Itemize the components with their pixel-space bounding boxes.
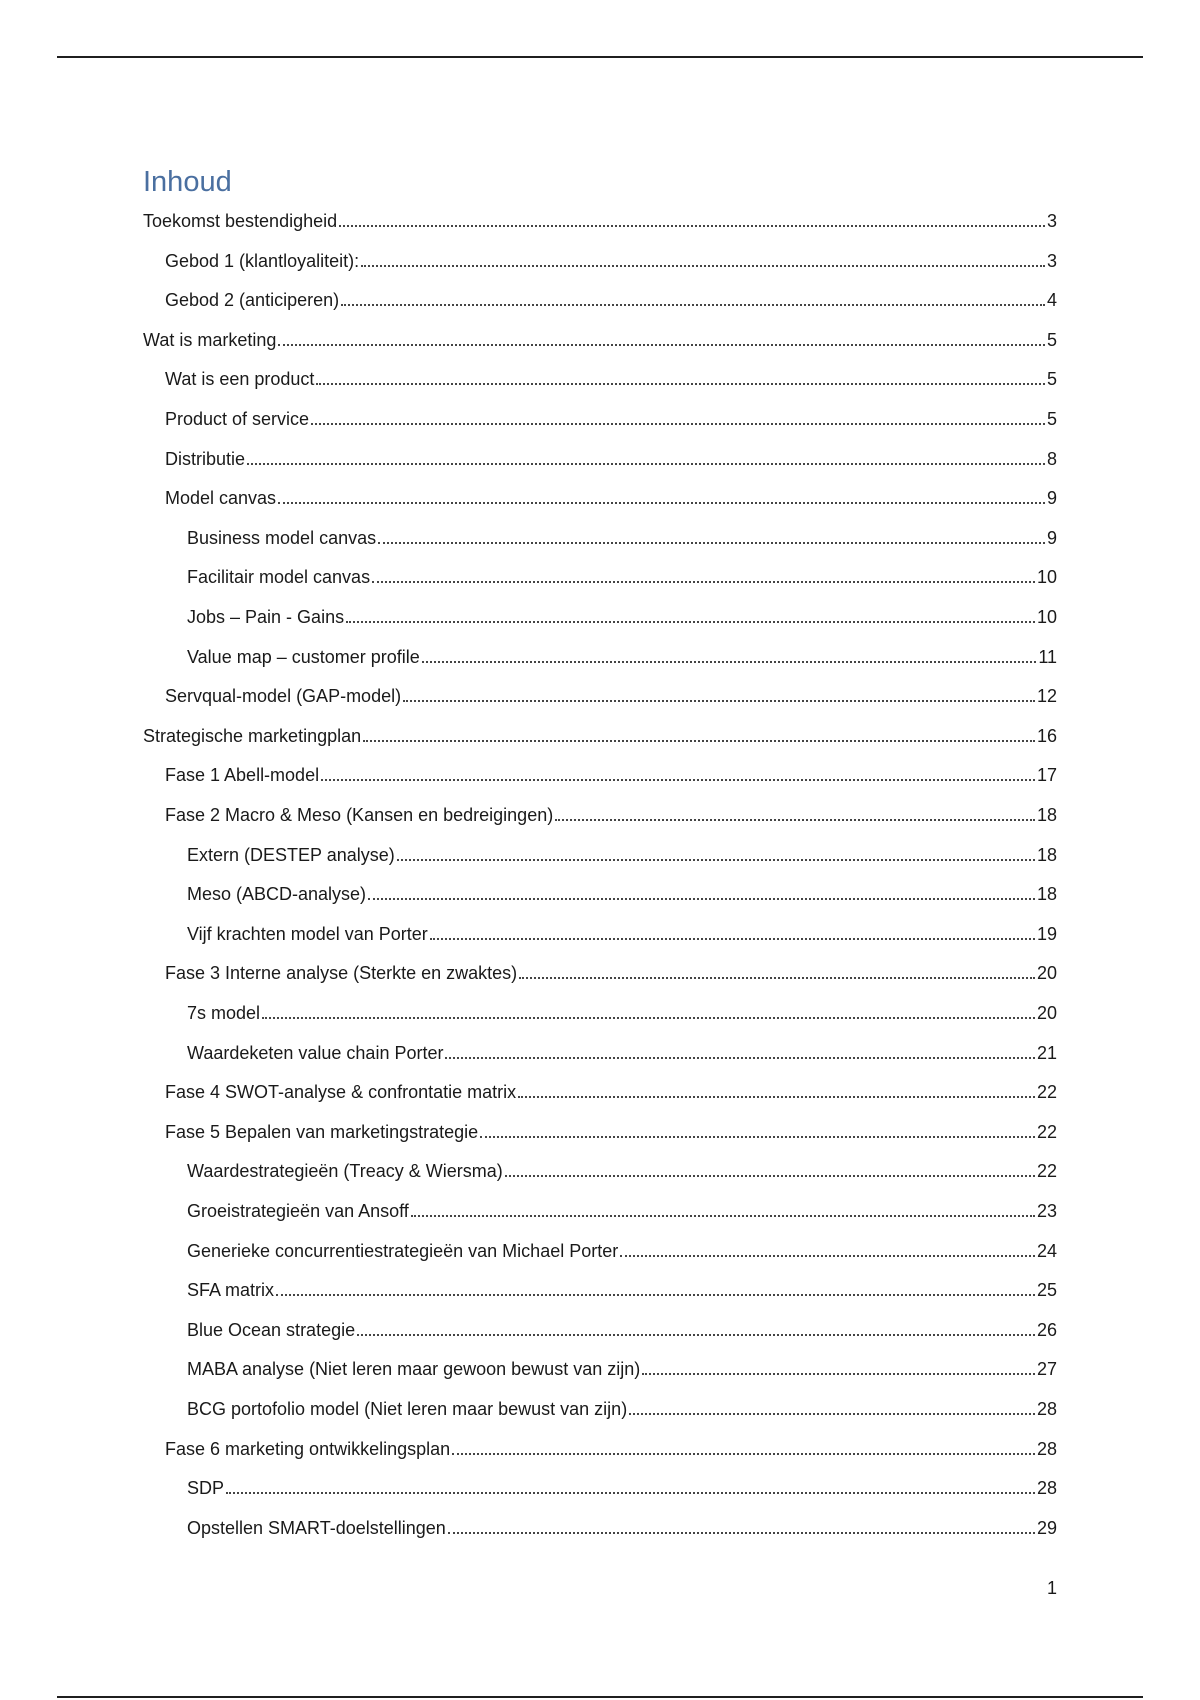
toc-dot-leader — [620, 1255, 1035, 1257]
toc-dot-leader — [346, 621, 1035, 623]
toc-dot-leader — [403, 700, 1035, 702]
toc-entry-page: 28 — [1036, 1478, 1057, 1499]
toc-entry[interactable] — [165, 485, 1057, 511]
toc-entry[interactable] — [187, 1515, 1057, 1541]
toc-entry-page: 5 — [1046, 409, 1057, 429]
toc-entry-label: Fase 2 Macro & Meso (Kansen en bedreigingen) — [165, 805, 554, 825]
toc-dot-leader — [341, 304, 1045, 306]
toc-dot-leader — [363, 740, 1035, 742]
toc-dot-leader — [505, 1175, 1035, 1177]
toc-dot-leader — [262, 1017, 1035, 1019]
toc-entry-label: Waardestrategieën (Treacy & Wiersma) — [187, 1161, 503, 1182]
toc-entry-page: 25 — [1036, 1280, 1057, 1301]
toc-entry-page: 22 — [1036, 1082, 1057, 1103]
toc-entry[interactable] — [187, 1475, 1057, 1501]
toc-entry-page: 17 — [1036, 765, 1057, 786]
toc-entry[interactable] — [187, 604, 1057, 630]
toc-dot-leader — [316, 383, 1045, 385]
toc-entry-label: Fase 4 SWOT-analyse & confrontatie matrix — [165, 1082, 517, 1103]
toc-entry[interactable] — [143, 723, 1057, 749]
toc-entry-label: Opstellen SMART-doelstellingen — [187, 1517, 446, 1538]
toc-entry-label: Gebod 2 (anticiperen) — [165, 290, 340, 311]
toc-entry-label: SFA matrix — [187, 1280, 275, 1301]
toc-entry-label: Fase 1 Abell-model — [165, 765, 320, 786]
toc-entry-label: Fase 5 Bepalen van marketingstrategie — [165, 1121, 479, 1142]
toc-dot-leader — [430, 938, 1035, 940]
toc-entry[interactable] — [187, 1158, 1057, 1184]
toc-entry-page: 23 — [1036, 1201, 1057, 1221]
toc-entry-page: 29 — [1036, 1517, 1057, 1538]
toc-entry-label: Wat is marketing — [143, 329, 277, 350]
toc-entry-label: Strategische marketingplan — [143, 725, 362, 746]
toc-entry-page: 19 — [1036, 923, 1057, 944]
toc-entry[interactable] — [187, 842, 1057, 868]
toc-entry[interactable] — [187, 1396, 1057, 1422]
header-rule — [57, 56, 1143, 58]
toc-dot-leader — [321, 779, 1035, 781]
toc-entry[interactable] — [187, 1040, 1057, 1066]
toc-entry-label: Toekomst bestendigheid — [143, 211, 338, 231]
toc-entry-label: Servqual-model (GAP-model) — [165, 686, 402, 707]
toc-entry-label: Fase 6 marketing ontwikkelingsplan — [165, 1438, 451, 1459]
toc-entry[interactable] — [187, 1238, 1057, 1264]
toc-dot-leader — [372, 581, 1035, 583]
toc-dot-leader — [378, 542, 1045, 544]
toc-dot-leader — [311, 423, 1045, 425]
toc-entry-page: 16 — [1036, 725, 1057, 746]
toc-dot-leader — [357, 1334, 1035, 1336]
toc-entry[interactable] — [143, 327, 1057, 353]
toc-entry[interactable] — [143, 208, 1057, 234]
toc-entry-page: 20 — [1036, 1003, 1057, 1023]
toc-dot-leader — [452, 1453, 1035, 1455]
toc-entry-label: Facilitair model canvas — [187, 567, 371, 588]
toc-dot-leader — [278, 344, 1045, 346]
toc-entry-page: 4 — [1046, 290, 1057, 311]
toc-entry[interactable] — [165, 683, 1057, 709]
toc-entry-page: 10 — [1036, 607, 1057, 627]
toc-entry-label: MABA analyse (Niet leren maar gewoon bewust van zijn) — [187, 1359, 641, 1380]
toc-entry-label: Fase 3 Interne analyse (Sterkte en zwaktes) — [165, 963, 518, 984]
toc-entry-page: 27 — [1036, 1359, 1057, 1380]
toc-entry-page: 18 — [1036, 884, 1057, 905]
toc-entry[interactable] — [187, 1198, 1057, 1224]
toc-entry[interactable] — [187, 564, 1057, 590]
toc-entry[interactable] — [165, 960, 1057, 986]
toc-entry[interactable] — [187, 881, 1057, 907]
toc-entry-page: 22 — [1036, 1121, 1057, 1142]
toc-entry-page: 9 — [1046, 488, 1057, 509]
toc-dot-leader — [361, 265, 1045, 267]
toc-entry-page: 9 — [1046, 527, 1057, 548]
toc-entry-label: Meso (ABCD-analyse) — [187, 884, 367, 905]
toc-dot-leader — [397, 859, 1035, 861]
toc-dot-leader — [276, 1294, 1035, 1296]
page-number: 1 — [1046, 1578, 1057, 1598]
toc-entry[interactable] — [165, 446, 1057, 472]
toc-entry[interactable] — [187, 1356, 1057, 1382]
toc-entry-page: 22 — [1036, 1161, 1057, 1182]
toc-entry-label: Groeistrategieën van Ansoff — [187, 1201, 409, 1221]
toc-entry[interactable] — [187, 644, 1057, 670]
toc-entry-label: 7s model — [187, 1003, 261, 1023]
toc-dot-leader — [278, 502, 1045, 504]
toc-entry-page: 11 — [1038, 646, 1057, 667]
toc-entry-label: Extern (DESTEP analyse) — [187, 844, 395, 865]
toc-entry-label: Generieke concurrentiestrategieën van Michael Porter — [187, 1240, 619, 1261]
toc-entry-page: 10 — [1036, 567, 1057, 588]
toc-dot-leader — [368, 898, 1035, 900]
toc-dot-leader — [247, 463, 1045, 465]
toc-entry-label: Model canvas — [165, 488, 277, 509]
toc-dot-leader — [339, 225, 1045, 227]
toc-entry-page: 20 — [1036, 963, 1057, 984]
toc-dot-leader — [629, 1413, 1035, 1415]
toc-entry-label: Distributie — [165, 448, 246, 469]
toc-entry-page: 5 — [1046, 369, 1057, 390]
toc-dot-leader — [411, 1215, 1035, 1217]
toc-dot-leader — [480, 1136, 1035, 1138]
toc-entry[interactable] — [165, 287, 1057, 313]
toc-entry[interactable] — [187, 1000, 1057, 1026]
toc-dot-leader — [445, 1057, 1034, 1059]
toc-entry-label: Value map – customer profile — [187, 646, 420, 667]
toc-dot-leader — [448, 1532, 1035, 1534]
toc-entry-label: Product of service — [165, 409, 310, 429]
toc-entry-label: SDP — [187, 1478, 225, 1499]
toc-dot-leader — [226, 1492, 1035, 1494]
toc-entry[interactable] — [165, 1079, 1057, 1105]
toc-entry[interactable] — [187, 525, 1057, 551]
toc-entry[interactable] — [165, 1119, 1057, 1145]
toc-entry-page: 28 — [1036, 1438, 1057, 1459]
toc-entry-page: 26 — [1036, 1319, 1057, 1340]
toc-entry-label: Jobs – Pain - Gains — [187, 607, 345, 627]
toc-entry-page: 12 — [1036, 686, 1057, 707]
toc-entry[interactable] — [187, 1317, 1057, 1343]
toc-entry-page: 3 — [1046, 211, 1057, 231]
toc-entry-page: 28 — [1036, 1399, 1057, 1419]
toc-entry[interactable] — [165, 406, 1057, 432]
toc-dot-leader — [422, 661, 1037, 663]
toc-entry[interactable] — [165, 1436, 1057, 1462]
toc-entry-page: 5 — [1046, 329, 1057, 350]
toc-title: Inhoud — [143, 166, 232, 198]
toc-entry[interactable] — [187, 1277, 1057, 1303]
toc-entry[interactable] — [165, 366, 1057, 392]
toc-entry-label: Waardeketen value chain Porter — [187, 1042, 444, 1063]
toc-entry-label: Vijf krachten model van Porter — [187, 923, 428, 944]
toc-entry-page: 8 — [1046, 448, 1057, 469]
footer-rule — [57, 1696, 1143, 1698]
toc-entry-page: 18 — [1036, 805, 1057, 825]
toc-entry-page: 21 — [1036, 1042, 1057, 1063]
toc-dot-leader — [555, 819, 1035, 821]
toc-entry[interactable] — [187, 921, 1057, 947]
toc-entry-page: 3 — [1046, 250, 1057, 271]
toc-entry-page: 24 — [1036, 1240, 1057, 1261]
toc-entry-label: Gebod 1 (klantloyaliteit): — [165, 250, 360, 271]
toc-entry-label: BCG portofolio model (Niet leren maar bewust van zijn) — [187, 1399, 628, 1419]
toc-entry-page: 18 — [1036, 844, 1057, 865]
toc-entry[interactable] — [165, 762, 1057, 788]
toc-dot-leader — [519, 977, 1035, 979]
toc-entry[interactable] — [165, 248, 1057, 274]
toc-entry-label: Business model canvas — [187, 527, 377, 548]
toc-dot-leader — [642, 1373, 1035, 1375]
toc-entry-label: Blue Ocean strategie — [187, 1319, 356, 1340]
toc-entry[interactable] — [165, 802, 1057, 828]
toc-dot-leader — [518, 1096, 1035, 1098]
toc-entry-label: Wat is een product — [165, 369, 315, 390]
